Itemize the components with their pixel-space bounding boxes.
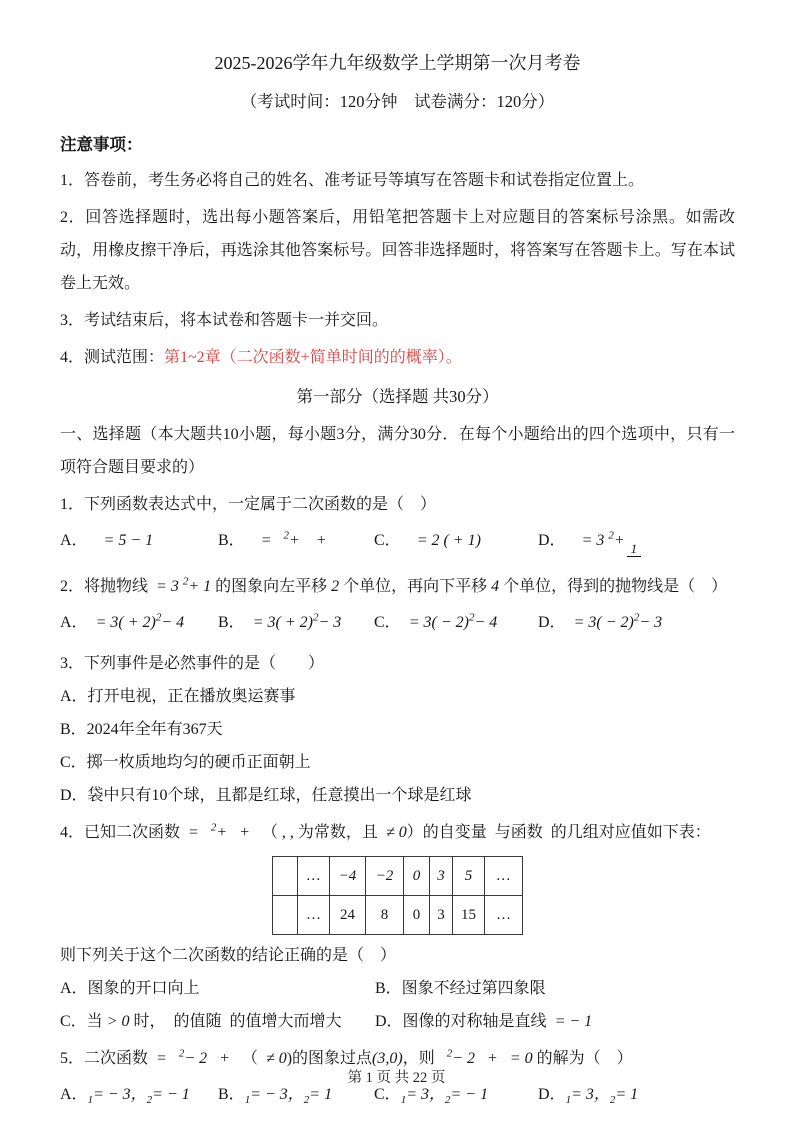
q1-option-a: A． = 5 − 1 — [60, 532, 154, 549]
q1-option-b: B． = $^2$+ + — [218, 529, 327, 549]
question-4-post-table: 则下列关于这个二次函数的结论正确的是（ ） — [60, 947, 397, 964]
notice-item-1: 1．答卷前，考生务必将自己的姓名、准考证号等填写在答题卡和试卷指定位置上。 — [60, 172, 645, 189]
question-1-stem: 1．下列函数表达式中，一定属于二次函数的是（ ） — [60, 496, 437, 513]
table-row-x — [273, 857, 523, 896]
table-cell: 15 — [453, 896, 485, 935]
table-cell: 8 — [366, 896, 404, 935]
exam-title: 2025-2026学年九年级数学上学期第一次月考卷 — [214, 53, 581, 73]
question-5-stem: 5．二次函数 = $^2$− 2 + （ ≠ 0)的图象过点(3,0)，则 $^2$− 2 + = 0 的解为（ ） — [60, 1047, 633, 1067]
page-footer: 第 1 页 共 22 页 — [347, 1070, 446, 1086]
q5-option-c: C．$_1$= 3，$_2$= − 1 — [374, 1086, 489, 1107]
q5-option-a: A．$_1$= − 3，$_2$= − 1 — [60, 1086, 190, 1107]
notice-item-4: 4．测试范围：第1~2章（二次函数+简单时间的的概率）。 — [60, 349, 462, 366]
question-4-options-row-1 — [60, 972, 735, 1005]
notice-item-2: 2．回答选择题时，选出每小题答案后，用铅笔把答题卡上对应题目的答案标号涂黑。如需改动，用橡皮擦干净后，再选涂其他答案标号。回答非选择题时，将答案写在答题卡上。写在本试卷上无效。 — [60, 209, 735, 292]
question-4-stem: 4．已知二次函数 = $^2$+ + （ , , 为常数，且 ≠ 0）的自变量 与函数 的几组对应值如下表： — [60, 821, 711, 841]
table-cell: 24 — [330, 896, 366, 935]
table-cell: −4 — [330, 857, 366, 896]
question-2-options — [60, 603, 735, 643]
q5-option-b: B．$_1$= − 3，$_2$= 1 — [218, 1086, 333, 1107]
question-3-stem: 3．下列事件是必然事件的是（ ） — [60, 655, 325, 672]
table-cell: 3 — [430, 896, 453, 935]
q2-option-a: A． = $3( + 2)^2- 4$ — [60, 611, 185, 631]
q3-option-a: A．打开电视，正在播放奥运赛事 — [60, 688, 296, 705]
q2-option-b: B． = $3( + 2)^2- 3$ — [218, 611, 342, 631]
exam-subtitle: （考试时间：120分钟 试卷满分：120分） — [240, 92, 555, 111]
part-title: 第一部分（选择题 共30分） — [296, 387, 499, 406]
table-cell: 0 — [404, 857, 430, 896]
question-4-options-row-2 — [60, 1005, 735, 1038]
table-cell — [273, 896, 298, 935]
q5-option-d: D．$_1$= 3，$_2$= 1 — [538, 1086, 639, 1107]
table-cell: −2 — [366, 857, 404, 896]
table-cell: 0 — [404, 896, 430, 935]
table-cell: … — [485, 857, 523, 896]
table-cell: … — [298, 857, 330, 896]
q2-option-d: D． = $3( - 2)^2- 3$ — [538, 611, 663, 631]
q4-option-d: D．图像的对称轴是直线 = − 1 — [375, 1013, 593, 1030]
table-row-y — [273, 896, 523, 935]
values-table — [272, 856, 523, 935]
table-cell: 5 — [453, 857, 485, 896]
q3-option-b: B．2024年全年有367天 — [60, 721, 223, 738]
table-cell: … — [298, 896, 330, 935]
q3-option-d: D．袋中只有10个球，且都是红球，任意摸出一个球是红球 — [60, 787, 472, 804]
table-cell — [273, 857, 298, 896]
section-intro: 一、选择题（本大题共10小题，每小题3分，满分30分．在每个小题给出的四个选项中，只有一项符合题目要求的） — [60, 426, 735, 476]
notice-heading: 注意事项： — [60, 135, 143, 154]
question-1-options — [60, 521, 735, 566]
q3-option-c: C．掷一枚质地均匀的硬币正面朝上 — [60, 754, 311, 771]
table-cell: … — [485, 896, 523, 935]
q4-option-c: C．当 > 0 时， 的值随 的值增大而增大 — [60, 1013, 342, 1030]
q4-option-b: B．图象不经过第四象限 — [375, 980, 546, 997]
q1-option-d: D． = 3 $^2$+ 1 — [538, 521, 735, 566]
question-2-stem: 2．将抛物线 = 3 $^2$+ 1 的图象向左平移 2 个单位，再向下平移 4 个单位，得到的抛物线是（ ） — [60, 575, 728, 595]
notice-item-3: 3．考试结束后，将本试卷和答题卡一并交回。 — [60, 312, 389, 329]
table-cell: 3 — [430, 857, 453, 896]
q2-option-c: C． = $3( - 2)^2- 4$ — [374, 611, 498, 631]
q4-option-a: A．图象的开口向上 — [60, 980, 200, 997]
q1-option-c: C． = 2 ( + 1) — [374, 532, 481, 549]
